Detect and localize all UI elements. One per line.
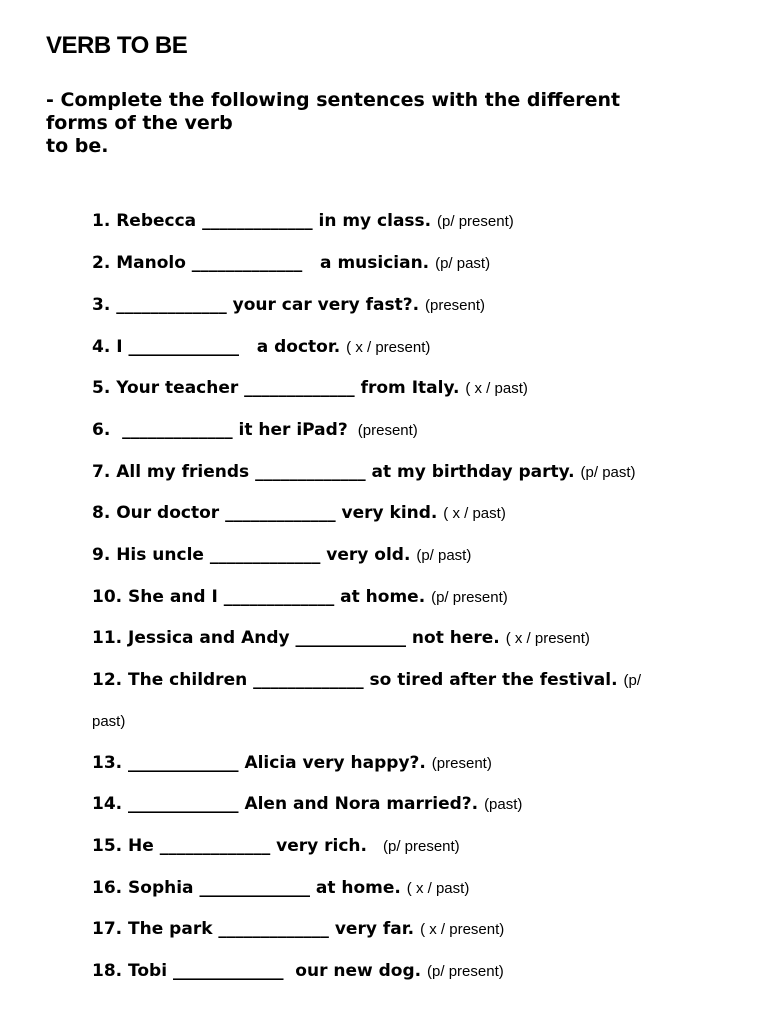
exercise-item [92,960,504,983]
worksheet-title: VERB TO BE [46,32,188,59]
exercise-item-continuation [92,710,125,733]
sentence: 18. Tobi _____________ our new dog. [92,961,422,981]
hint: ( x / present) [420,921,505,938]
hint: ( x / present) [505,630,590,647]
instructions-line: to be. [46,135,109,157]
hint: (p/ past) [416,547,472,564]
hint: past) [92,713,126,730]
sentence: 11. Jessica and Andy _____________ not here. [92,628,500,648]
sentence: 17. The park _____________ very far. [92,919,415,939]
exercise-item [92,752,492,775]
sentence: 6. _____________ it her iPad? [92,420,348,440]
exercise-item [92,793,522,816]
hint: (present) [353,422,418,439]
hint: (past) [484,796,523,813]
sentence: 5. Your teacher _____________ from Italy. [92,378,460,398]
exercise-item [92,461,636,484]
exercise-item [92,627,590,650]
sentence: 15. He _____________ very rich. [92,836,373,856]
exercise-item [92,419,418,442]
hint: (p/ present) [431,589,508,606]
sentence: 2. Manolo _____________ a musician. [92,253,430,273]
hint: (p/ present) [437,213,514,230]
hint: (present) [431,755,492,772]
sentence: 14. _____________ Alen and Nora married?. [92,794,479,814]
sentence: 7. All my friends _____________ at my birthday party. [92,462,575,482]
hint: ( x / past) [406,880,470,897]
sentence: 13. _____________ Alicia very happy?. [92,753,426,773]
sentence: 8. Our doctor _____________ very kind. [92,503,438,523]
exercise-item [92,294,485,317]
exercise-item [92,877,469,900]
sentence: 3. _____________ your car very fast?. [92,295,420,315]
instructions-line: forms of the verb [46,112,233,134]
hint: (p/ present) [378,838,460,855]
exercise-item [92,918,504,941]
hint: (p/ [623,672,641,689]
exercise-item [92,336,430,359]
sentence: 10. She and I _____________ at home. [92,587,426,607]
sentence: 1. Rebecca _____________ in my class. [92,211,432,231]
hint: (p/ past) [580,464,636,481]
exercise-item [92,586,508,609]
hint: ( x / past) [443,505,506,522]
hint: ( x / past) [465,380,528,397]
hint: (present) [425,297,486,314]
exercise-item [92,210,514,233]
hint: (p/ past) [435,255,491,272]
exercise-item [92,252,490,275]
instructions [46,89,726,158]
exercise-item [92,377,528,400]
sentence: 4. I _____________ a doctor. [92,337,341,357]
exercise-item [92,835,460,858]
sentence: 9. His uncle _____________ very old. [92,545,411,565]
sentence: 16. Sophia _____________ at home. [92,878,401,898]
instructions-line: - Complete the following sentences with the different [46,89,621,111]
exercise-item [92,502,506,525]
sentence: 12. The children _____________ so tired after the festival. [92,670,618,690]
exercise-item [92,669,641,692]
hint: ( x / present) [346,339,431,356]
exercise-item [92,544,471,567]
hint: (p/ present) [427,963,504,980]
